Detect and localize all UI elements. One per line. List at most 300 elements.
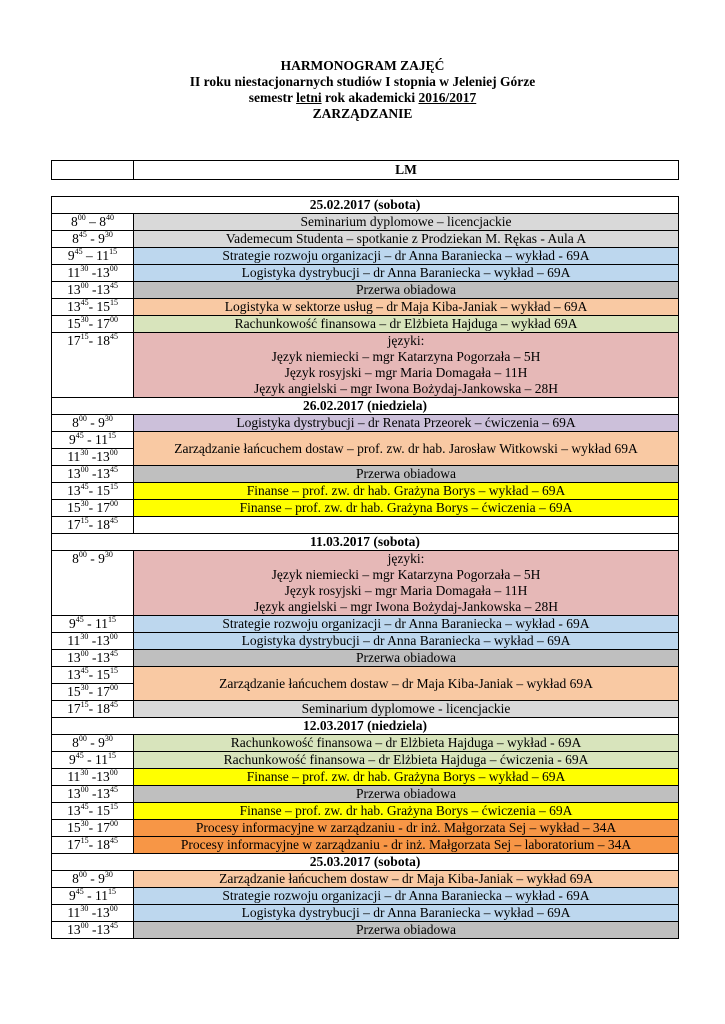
class-line: Język angielski – mgr Iwona Bożydaj-Jankowska – 28H xyxy=(253,599,559,614)
end-min: 30 xyxy=(104,734,113,743)
time-cell xyxy=(52,769,134,786)
end-min: 15 xyxy=(109,666,118,675)
time-cell xyxy=(52,684,134,701)
start-hour: 9 xyxy=(67,248,75,263)
end-hour: 11 xyxy=(95,616,108,631)
time-sep: - xyxy=(88,820,97,835)
schedule-row xyxy=(52,517,679,534)
date-row xyxy=(52,854,679,871)
end-hour: 9 xyxy=(98,871,105,886)
class-cell xyxy=(134,871,679,888)
start-hour: 11 xyxy=(67,449,81,464)
class-line: Zarządzanie łańcuchem dostaw – dr Maja Kiba-Janiak – wykład 69A xyxy=(219,871,593,886)
class-line: Przerwa obiadowa xyxy=(355,922,457,937)
class-cell xyxy=(134,432,679,466)
start-hour: 13 xyxy=(67,483,81,498)
end-min: 45 xyxy=(109,465,118,474)
time-cell xyxy=(52,905,134,922)
class-line: Finanse – prof. zw. dr hab. Grażyna Borys – wykład – 69A xyxy=(246,769,566,784)
class-cell xyxy=(134,265,679,282)
time-sep: - xyxy=(88,684,97,699)
start-min: 45 xyxy=(74,247,83,256)
class-line: Finanse – prof. zw. dr hab. Grażyna Borys – wykład – 69A xyxy=(246,483,566,498)
end-min: 00 xyxy=(109,315,118,324)
time-sep: – xyxy=(85,214,100,229)
date-label: 26.02.2017 (niedziela) xyxy=(52,398,679,415)
schedule-row xyxy=(52,333,679,398)
header-subtitle: II roku niestacjonarnych studiów I stopnia w Jeleniej Górze xyxy=(189,74,536,89)
time-sep: - xyxy=(88,282,97,297)
class-line: Logistyka dystrybucji – dr Anna Baraniecka – wykład – 69A xyxy=(241,905,571,920)
end-min: 00 xyxy=(109,264,118,273)
start-min: 00 xyxy=(78,870,87,879)
time-cell xyxy=(52,735,134,752)
start-min: 00 xyxy=(80,785,89,794)
start-hour: 13 xyxy=(67,466,81,481)
start-hour: 17 xyxy=(67,517,81,532)
end-hour: 15 xyxy=(96,803,110,818)
time-sep: - xyxy=(88,803,97,818)
end-hour: 13 xyxy=(96,786,110,801)
class-cell xyxy=(134,735,679,752)
class-line: Seminarium dyplomowe - licencjackie xyxy=(301,701,511,716)
time-cell xyxy=(52,786,134,803)
time-cell xyxy=(52,483,134,500)
end-hour: 17 xyxy=(96,316,110,331)
class-line: Vademecum Studenta – spotkanie z Prodziekan M. Rękas - Aula A xyxy=(225,231,587,246)
time-cell xyxy=(52,837,134,854)
start-hour: 8 xyxy=(71,214,78,229)
class-line: Procesy informacyjne w zarządzaniu - dr inż. Małgorzata Sej – wykład – 34A xyxy=(195,820,617,835)
schedule-row xyxy=(52,752,679,769)
schedule-row xyxy=(52,786,679,803)
start-hour: 13 xyxy=(67,299,81,314)
end-min: 45 xyxy=(109,921,118,930)
header-semester xyxy=(0,90,725,106)
class-line: Język niemiecki – mgr Katarzyna Pogorzała – 5H xyxy=(271,567,541,582)
group-row xyxy=(52,161,679,180)
time-sep: - xyxy=(86,231,99,246)
class-line: Przerwa obiadowa xyxy=(355,786,457,801)
start-min: 15 xyxy=(80,700,89,709)
start-hour: 15 xyxy=(67,500,81,515)
start-hour: 13 xyxy=(67,786,81,801)
header-title: HARMONOGRAM ZAJĘĆ xyxy=(280,58,445,73)
time-sep: - xyxy=(83,752,95,767)
time-cell xyxy=(52,449,134,466)
semester-term: letni xyxy=(296,90,322,105)
time-sep: - xyxy=(83,432,95,447)
end-min: 45 xyxy=(109,700,118,709)
class-line: Logistyka dystrybucji – dr Anna Baraniecka – wykład – 69A xyxy=(241,633,571,648)
end-min: 15 xyxy=(109,247,118,256)
end-min: 15 xyxy=(108,751,116,760)
start-hour: 8 xyxy=(72,415,79,430)
schedule-row xyxy=(52,667,679,684)
class-line: Finanse – prof. zw. dr hab. Grażyna Borys – ćwiczenia – 69A xyxy=(239,803,573,818)
time-sep: - xyxy=(86,735,99,750)
class-line: Język niemiecki – mgr Katarzyna Pogorzała – 5H xyxy=(271,349,541,364)
time-sep: - xyxy=(83,616,95,631)
start-min: 15 xyxy=(80,836,89,845)
time-cell xyxy=(52,888,134,905)
class-line: Seminarium dyplomowe – licencjackie xyxy=(300,214,512,229)
start-min: 30 xyxy=(80,768,89,777)
start-hour: 11 xyxy=(67,633,81,648)
end-hour: 15 xyxy=(96,299,110,314)
class-cell xyxy=(134,616,679,633)
class-cell xyxy=(134,483,679,500)
time-cell xyxy=(52,650,134,667)
class-cell xyxy=(134,667,679,701)
class-cell xyxy=(134,803,679,820)
end-hour: 13 xyxy=(96,449,110,464)
start-hour: 15 xyxy=(67,684,81,699)
time-sep: - xyxy=(86,415,99,430)
time-cell xyxy=(52,616,134,633)
end-min: 30 xyxy=(104,870,113,879)
schedule-row xyxy=(52,282,679,299)
end-min: 00 xyxy=(109,768,118,777)
start-min: 00 xyxy=(80,649,89,658)
time-sep: - xyxy=(88,769,97,784)
end-hour: 11 xyxy=(96,248,110,263)
semester-mid: rok akademicki xyxy=(321,90,419,105)
time-cell xyxy=(52,265,134,282)
class-cell xyxy=(134,701,679,718)
group-blank-cell xyxy=(52,161,134,180)
class-line: Logistyka dystrybucji – dr Renata Przeorek – ćwiczenia – 69A xyxy=(236,415,576,430)
start-hour: 13 xyxy=(67,922,81,937)
class-line: Język rosyjski – mgr Maria Domagała – 11H xyxy=(284,583,528,598)
class-line: Zarządzanie łańcuchem dostaw – dr Maja Kiba-Janiak – wykład 69A xyxy=(219,675,593,691)
group-table xyxy=(51,160,679,180)
start-hour: 8 xyxy=(72,231,79,246)
end-hour: 9 xyxy=(98,231,105,246)
end-hour: 9 xyxy=(98,415,105,430)
start-min: 15 xyxy=(80,332,89,341)
start-hour: 13 xyxy=(67,650,81,665)
time-cell xyxy=(52,752,134,769)
class-cell xyxy=(134,466,679,483)
start-hour: 13 xyxy=(67,667,81,682)
start-min: 45 xyxy=(75,887,84,896)
time-sep: - xyxy=(86,551,99,566)
end-hour: 17 xyxy=(96,684,110,699)
start-hour: 9 xyxy=(69,888,76,903)
schedule-row xyxy=(52,248,679,265)
start-min: 30 xyxy=(80,448,89,457)
end-hour: 11 xyxy=(95,432,108,447)
class-cell xyxy=(134,633,679,650)
end-min: 00 xyxy=(109,499,118,508)
end-min: 15 xyxy=(108,615,116,624)
class-cell xyxy=(134,922,679,939)
time-cell xyxy=(52,701,134,718)
schedule-table xyxy=(51,196,679,939)
end-min: 45 xyxy=(109,785,118,794)
time-sep: - xyxy=(88,466,97,481)
time-sep: - xyxy=(88,449,97,464)
end-hour: 13 xyxy=(96,769,110,784)
time-sep: - xyxy=(88,265,97,280)
schedule-row xyxy=(52,735,679,752)
start-min: 15 xyxy=(80,516,89,525)
end-hour: 13 xyxy=(96,466,110,481)
end-hour: 17 xyxy=(96,500,110,515)
end-hour: 18 xyxy=(96,701,110,716)
time-cell xyxy=(52,922,134,939)
end-hour: 18 xyxy=(96,517,110,532)
start-hour: 8 xyxy=(72,871,79,886)
date-label: 11.03.2017 (sobota) xyxy=(52,534,679,551)
end-min: 15 xyxy=(108,431,116,440)
start-min: 45 xyxy=(75,751,84,760)
time-cell xyxy=(52,432,134,449)
start-hour: 13 xyxy=(67,803,81,818)
end-min: 45 xyxy=(109,516,118,525)
schedule-row xyxy=(52,701,679,718)
start-hour: 11 xyxy=(67,769,81,784)
time-sep: - xyxy=(88,650,97,665)
class-cell xyxy=(134,905,679,922)
schedule-row xyxy=(52,432,679,449)
schedule-row xyxy=(52,769,679,786)
class-line: Zarządzanie łańcuchem dostaw – prof. zw. dr hab. Jarosław Witkowski – wykład 69A xyxy=(174,440,638,456)
start-min: 45 xyxy=(78,230,87,239)
time-cell xyxy=(52,248,134,265)
time-sep: - xyxy=(88,517,97,532)
class-cell xyxy=(134,837,679,854)
schedule-row xyxy=(52,888,679,905)
start-min: 00 xyxy=(80,465,89,474)
class-cell xyxy=(134,282,679,299)
schedule-row xyxy=(52,265,679,282)
time-cell xyxy=(52,214,134,231)
end-min: 00 xyxy=(109,683,118,692)
schedule-row xyxy=(52,837,679,854)
end-min: 30 xyxy=(104,550,113,559)
time-sep: - xyxy=(88,786,97,801)
class-cell xyxy=(134,299,679,316)
date-row xyxy=(52,718,679,735)
start-min: 45 xyxy=(75,615,84,624)
start-min: 45 xyxy=(80,802,89,811)
class-cell xyxy=(134,786,679,803)
time-sep: - xyxy=(88,905,97,920)
start-hour: 11 xyxy=(67,265,81,280)
class-cell xyxy=(134,769,679,786)
time-sep: - xyxy=(88,299,97,314)
time-sep: - xyxy=(88,922,97,937)
end-min: 00 xyxy=(109,819,118,828)
schedule-row xyxy=(52,633,679,650)
time-cell xyxy=(52,667,134,684)
time-cell xyxy=(52,517,134,534)
end-min: 00 xyxy=(109,904,118,913)
start-hour: 17 xyxy=(67,333,81,348)
time-sep: - xyxy=(88,837,97,852)
class-line: Logistyka w sektorze usług – dr Maja Kiba-Janiak – wykład – 69A xyxy=(224,299,588,314)
start-hour: 17 xyxy=(67,837,81,852)
date-label: 25.02.2017 (sobota) xyxy=(52,197,679,214)
time-cell xyxy=(52,551,134,616)
end-min: 15 xyxy=(109,802,118,811)
class-line: Strategie rozwoju organizacji – dr Anna Baraniecka – wykład - 69A xyxy=(222,248,590,263)
end-hour: 9 xyxy=(98,551,105,566)
time-cell xyxy=(52,316,134,333)
start-min: 30 xyxy=(80,683,89,692)
time-sep: - xyxy=(88,483,97,498)
time-cell xyxy=(52,466,134,483)
class-line: Rachunkowość finansowa – dr Elżbieta Hajduga – wykład - 69A xyxy=(230,735,582,750)
end-min: 45 xyxy=(109,649,118,658)
end-hour: 8 xyxy=(99,214,106,229)
class-cell xyxy=(134,316,679,333)
time-cell xyxy=(52,415,134,432)
time-sep: - xyxy=(88,633,97,648)
schedule-row xyxy=(52,231,679,248)
class-cell xyxy=(134,752,679,769)
start-min: 30 xyxy=(80,264,89,273)
class-line: Rachunkowość finansowa – dr Elżbieta Hajduga – ćwiczenia - 69A xyxy=(223,752,589,767)
time-sep: - xyxy=(83,888,95,903)
end-min: 00 xyxy=(109,448,118,457)
end-hour: 9 xyxy=(98,735,105,750)
class-cell xyxy=(134,888,679,905)
class-line: Strategie rozwoju organizacji – dr Anna Baraniecka – wykład - 69A xyxy=(222,616,590,631)
time-sep: - xyxy=(88,701,97,716)
class-cell xyxy=(134,650,679,667)
date-label: 12.03.2017 (niedziela) xyxy=(52,718,679,735)
end-hour: 13 xyxy=(96,282,110,297)
end-min: 30 xyxy=(104,414,113,423)
start-hour: 8 xyxy=(72,551,79,566)
start-min: 00 xyxy=(77,213,86,222)
end-min: 15 xyxy=(109,482,118,491)
end-min: 15 xyxy=(108,887,116,896)
start-min: 00 xyxy=(78,550,87,559)
class-cell xyxy=(134,248,679,265)
academic-year: 2016/2017 xyxy=(418,90,477,105)
start-min: 45 xyxy=(75,431,84,440)
time-cell xyxy=(52,820,134,837)
start-min: 00 xyxy=(78,734,87,743)
end-hour: 11 xyxy=(95,752,108,767)
end-min: 15 xyxy=(109,298,118,307)
schedule-row xyxy=(52,299,679,316)
class-line: Przerwa obiadowa xyxy=(355,282,457,297)
start-hour: 9 xyxy=(69,752,76,767)
end-hour: 13 xyxy=(96,922,110,937)
start-min: 30 xyxy=(80,632,89,641)
time-cell xyxy=(52,803,134,820)
end-hour: 13 xyxy=(96,265,110,280)
end-min: 45 xyxy=(109,836,118,845)
start-hour: 8 xyxy=(72,735,79,750)
class-cell xyxy=(134,820,679,837)
class-cell xyxy=(134,214,679,231)
header-field: ZARZĄDZANIE xyxy=(312,106,413,121)
start-hour: 9 xyxy=(69,432,76,447)
date-row xyxy=(52,197,679,214)
semester-prefix: semestr xyxy=(248,90,297,105)
end-hour: 11 xyxy=(95,888,108,903)
end-hour: 18 xyxy=(96,837,110,852)
time-sep: - xyxy=(88,333,97,348)
class-line: Procesy informacyjne w zarządzaniu - dr inż. Małgorzata Sej – laboratorium – 34A xyxy=(180,837,632,852)
class-cell xyxy=(134,333,679,398)
start-min: 00 xyxy=(80,281,89,290)
date-row xyxy=(52,398,679,415)
schedule-row xyxy=(52,415,679,432)
start-min: 45 xyxy=(80,298,89,307)
schedule-row xyxy=(52,803,679,820)
class-cell xyxy=(134,415,679,432)
time-sep: - xyxy=(88,316,97,331)
time-cell xyxy=(52,500,134,517)
schedule-row xyxy=(52,871,679,888)
time-cell xyxy=(52,299,134,316)
class-line: języki: xyxy=(387,333,425,348)
start-min: 00 xyxy=(78,414,87,423)
date-row xyxy=(52,534,679,551)
group-label: LM xyxy=(134,161,679,180)
start-min: 45 xyxy=(80,666,89,675)
end-min: 45 xyxy=(109,332,118,341)
class-cell xyxy=(134,500,679,517)
class-line: Finanse – prof. zw. dr hab. Grażyna Borys – ćwiczenia – 69A xyxy=(239,500,573,515)
class-line: Rachunkowość finansowa – dr Elżbieta Hajduga – wykład 69A xyxy=(234,316,578,331)
document-header xyxy=(0,58,725,122)
end-hour: 13 xyxy=(96,905,110,920)
start-min: 00 xyxy=(80,921,89,930)
end-min: 30 xyxy=(104,230,113,239)
date-label: 25.03.2017 (sobota) xyxy=(52,854,679,871)
schedule-row xyxy=(52,905,679,922)
start-hour: 11 xyxy=(67,905,81,920)
schedule-row xyxy=(52,466,679,483)
start-hour: 17 xyxy=(67,701,81,716)
end-hour: 13 xyxy=(96,633,110,648)
schedule-row xyxy=(52,616,679,633)
end-hour: 18 xyxy=(96,333,110,348)
class-line: Przerwa obiadowa xyxy=(355,650,457,665)
time-cell xyxy=(52,871,134,888)
time-cell xyxy=(52,633,134,650)
time-sep: - xyxy=(88,667,97,682)
start-hour: 13 xyxy=(67,282,81,297)
time-sep: - xyxy=(86,871,99,886)
end-min: 45 xyxy=(109,281,118,290)
end-hour: 17 xyxy=(96,820,110,835)
start-min: 30 xyxy=(80,904,89,913)
schedule-row xyxy=(52,483,679,500)
end-min: 00 xyxy=(109,632,118,641)
end-hour: 15 xyxy=(96,483,110,498)
class-line: Strategie rozwoju organizacji – dr Anna Baraniecka – wykład - 69A xyxy=(222,888,590,903)
time-cell xyxy=(52,282,134,299)
end-hour: 13 xyxy=(96,650,110,665)
class-line xyxy=(136,517,676,533)
schedule-row xyxy=(52,922,679,939)
schedule-row xyxy=(52,500,679,517)
time-cell xyxy=(52,231,134,248)
time-sep: - xyxy=(88,500,97,515)
start-hour: 15 xyxy=(67,316,81,331)
schedule-row xyxy=(52,214,679,231)
schedule-row xyxy=(52,650,679,667)
